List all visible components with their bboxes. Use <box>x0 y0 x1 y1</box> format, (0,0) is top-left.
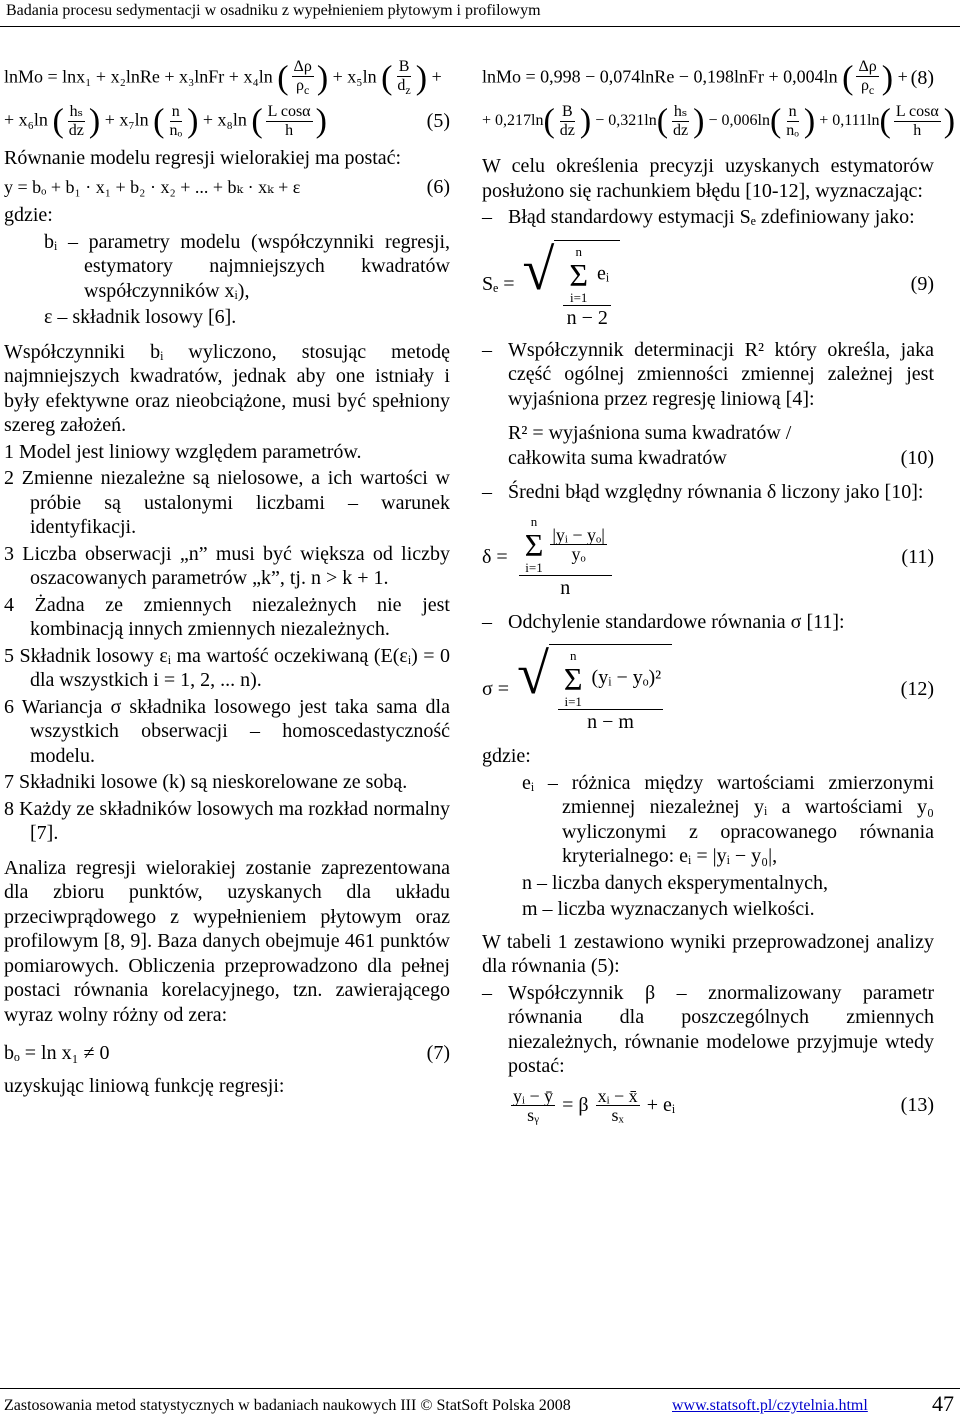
eq11-frac: n Σ i=1 $\frac{\text{|yᵢ − yₒ|}}{\text{yₒ}}$ n <box>519 515 612 600</box>
eq8-frac: $\frac{\text{L cosα}}{h}$ <box>895 103 939 139</box>
header-title: Badania procesu sedymentacji w osadniku z wypełnieniem płytowym i profilowym <box>6 2 541 19</box>
footer-link[interactable]: www.statsoft.pl/czytelnia.html <box>672 1397 868 1414</box>
list-item: 2 Zmienne niezależne są nielosowe, a ich wartości w próbie są ustalonymi liczbami – warunek identyfikacji. <box>4 467 450 538</box>
equation-10-expr: R² = wyjaśniona suma kwadratów / całkowita suma kwadratów <box>508 422 792 469</box>
bullet-item: – Średni błąd względny równania δ liczony jako [10]: <box>482 480 934 505</box>
eq5-part: + x₇ln <box>104 109 149 130</box>
eq9-lhs: Sₑ = <box>482 273 515 296</box>
equation-8-line-1: lnMo = 0,998 − 0,074lnRe − 0,198lnFr + 0,004ln ( $\frac{\Delta\rho}{\rho_c}$ ) + (8) <box>482 58 934 97</box>
gdzie-label: gdzie: <box>482 745 531 767</box>
eq8-part: + 0,111ln <box>819 112 880 130</box>
bullet-item: – Współczynnik β – znormalizowany parametr równania dla poszczególnych zmiennych niezależnych, równanie modelowe przyjmuje wtedy postać: <box>482 981 934 1077</box>
equation-8 <box>482 58 956 140</box>
eq8-part: + <box>897 66 908 87</box>
bullet-item: – Odchylenie standardowe równania σ [11]: <box>482 610 934 635</box>
paragraph: W celu określenia precyzji uzyskanych estymatorów posłużono się rachunkiem błędu [10-12], wyznaczając: <box>482 155 934 202</box>
sum-symbol: n Σ i=1 <box>563 648 583 709</box>
eq11-inner-frac: $\frac{\text{|yᵢ − yₒ|}}{\text{yₒ}}$ <box>552 525 605 564</box>
equation-6 <box>4 175 450 200</box>
list-item: 8 Każdy ze składników losowych ma rozkład normalny [7]. <box>4 797 450 844</box>
equation-number-6: (6) <box>426 175 450 198</box>
eq5-frac-lcos: $\frac{\text{L cosα}}{h}$ <box>267 103 311 139</box>
equation-number-11: (11) <box>901 545 934 568</box>
eq8-frac: $\frac{n}{\text{nₒ}}$ <box>786 103 799 139</box>
equation-10 <box>508 421 934 470</box>
eq13-frac-x: $\frac{\text{xᵢ − x̄}}{\text{sₓ}}$ <box>597 1085 638 1125</box>
equation-7-expr: bₒ = ln x₁ ≠ 0 <box>4 1042 110 1064</box>
bullet-text: Współczynnik β – znormalizowany parametr równania dla poszczególnych zmiennych niezależnych, równanie modelowe przyjmuje wtedy postać: <box>508 981 934 1077</box>
bullet-item: – Współczynnik determinacji R² który określa, jaka część ogólnej zmienności zmiennej zależnej jest wyjaśniona przez regresję liniową [4]: <box>482 338 934 410</box>
definition-bi: bᵢ – parametry modelu (współczynniki regresji, estymatory najmniejszych kwadratów współczynników xᵢ), <box>44 230 450 302</box>
eq9-frac: n Σ i=1 eᵢ n − 2 <box>563 245 611 330</box>
eq8-frac: $\frac{B}{dz}$ <box>559 103 575 139</box>
eq5-part: + x₆ln <box>4 109 48 130</box>
equation-13 <box>508 1087 934 1124</box>
paragraph: Analiza regresji wielorakiej zostanie zaprezentowana dla zbioru punktów, uzyskanych dla układu przeciwprądowego z wypełnieniem płytowym oraz profilowym [8, 9]. Baza danych obejmuje 461 punktów pomiarowych. Obliczenia przeprowadzono dla pełnej postaci równania korelacyjnego, tzn. zawierającego wyraz wolny różny od zera: <box>4 856 450 1026</box>
page-footer <box>0 1388 960 1421</box>
equation-11 <box>482 515 934 600</box>
assumptions-list <box>4 440 450 846</box>
sum-symbol: n Σ i=1 <box>524 513 544 575</box>
list-item: 6 Wariancja σ składnika losowego jest taka sama dla wszystkich obserwacji – homoscedastyczność modelu. <box>4 695 450 767</box>
list-item: 5 Składnik losowy εᵢ ma wartość oczekiwaną (E(εᵢ) = 0 dla wszystkich i = 1, 2, ... n). <box>4 644 450 691</box>
paragraph: Współczynniki bᵢ wyliczono, stosując metodę najmniejszych kwadratów, jednak aby one istniały i były efektywne oraz nieobciążone, musi być spełniony szereg założeń. <box>4 340 450 436</box>
eq8-part: lnMo = 0,998 − 0,074lnRe − 0,198lnFr + 0,004ln <box>482 66 838 87</box>
gdzie-label: gdzie: <box>4 204 53 226</box>
definition-epsilon: ε – składnik losowy [6]. <box>44 306 237 328</box>
eq5-part: + x₈ln <box>202 109 247 130</box>
equation-number-13: (13) <box>900 1093 934 1116</box>
equation-5-line-2: + x₆ln ( $\frac{\text{hₛ}}{dz}$ ) + x₇ln ( $\frac{n}{\text{nₒ}}$ ) + x₈ln ( $\frac{\text{L cosα}}{h}$ ) (5) <box>4 102 450 140</box>
bullet-text: Błąd standardowy estymacji Sₑ zdefiniowany jako: <box>508 206 915 228</box>
bullet-item: – Błąd standardowy estymacji Sₑ zdefiniowany jako: <box>482 205 934 230</box>
eq13-part: + eᵢ <box>646 1093 676 1116</box>
equation-9 <box>482 236 934 330</box>
footer-text: Zastosowania metod statystycznych w badaniach naukowych III © StatSoft Polska 2008 <box>4 1397 571 1414</box>
equation-number-5: (5) <box>426 110 450 133</box>
eq12-lhs: σ = <box>482 677 510 700</box>
running-header <box>0 0 960 27</box>
eq5-part: lnMo = lnx₁ + x₂lnRe + x₃lnFr + x₄ln <box>4 66 273 87</box>
paragraph: uzyskując liniową funkcję regresji: <box>4 1074 285 1097</box>
list-item: 7 Składniki losowe (k) są nieskorelowane ze sobą. <box>4 771 408 793</box>
eq5-frac-n: $\frac{n}{\text{nₒ}}$ <box>169 103 183 139</box>
equation-5-line-1: lnMo = lnx₁ + x₂lnRe + x₃lnFr + x₄ln ( $\frac{\Delta\rho}{\rho_c}$ ) + x₅ln ( $\frac{B}{d_z}$ ) + <box>4 58 442 97</box>
equation-8-line-2: + 0,217ln( $\frac{B}{dz}$ ) − 0,321ln( $\frac{\text{hₛ}}{dz}$ ) − 0,006ln( $\frac{n}{\text{nₒ}}$ ) + 0,111ln( $\frac{\text{L cosα}}{h}$ ) <box>482 102 956 140</box>
eq12-frac: n Σ i=1 (yᵢ − yₒ)² n − m <box>558 649 663 734</box>
definition-n: n – liczba danych eksperymentalnych, <box>522 871 828 894</box>
eq8-part: + 0,217ln <box>482 112 544 130</box>
sqrt: √ n Σ i=1 eᵢ n − 2 <box>523 240 621 330</box>
equation-5 <box>4 58 450 140</box>
right-column <box>482 52 956 1125</box>
equation-number-9: (9) <box>910 273 934 296</box>
eq13-part: = β <box>562 1093 589 1116</box>
eq8-frac-drho: $\frac{\Delta\rho}{\rho_c}$ <box>858 58 877 97</box>
equation-6-expr: y = bₒ + b₁ · x₁ + b₂ · x₂ + ... + bₖ · xₖ + ε <box>4 176 301 197</box>
definition-e: eᵢ – różnica między wartościami zmierzonymi zmiennej niezależnej yᵢ a wartościami y₀ wyliczonymi z opracowanego równania kryterialnego: eᵢ = |yᵢ − y₀|, <box>522 771 934 867</box>
bullet-text: Średni błąd względny równania δ liczony jako [10]: <box>508 481 924 503</box>
eq8-part: − 0,006ln <box>708 112 770 130</box>
list-item: 3 Liczba obserwacji „n” musi być większa od liczby oszacowanych parametrów „k”, tj. n > k + 1. <box>4 542 450 589</box>
bullet-text: Odchylenie standardowe równania σ [11]: <box>508 610 845 633</box>
equation-12 <box>482 641 934 734</box>
paragraph: Równanie modelu regresji wielorakiej ma postać: <box>4 147 402 169</box>
eq8-frac: $\frac{\text{hₛ}}{dz}$ <box>673 103 689 139</box>
equation-number-12: (12) <box>900 677 934 700</box>
left-column <box>4 52 450 1100</box>
eq5-frac-drho: $\frac{\Delta\rho}{\rho_c}$ <box>293 58 312 97</box>
eq11-lhs: δ = <box>482 545 508 568</box>
sum-symbol: n Σ i=1 <box>569 243 588 305</box>
page-number: 47 <box>932 1391 954 1416</box>
eq5-part: + x₅ln <box>332 66 377 87</box>
equation-7 <box>4 1041 450 1066</box>
sqrt: √ n Σ i=1 (yᵢ − yₒ)² n − m <box>517 644 672 734</box>
paragraph: W tabeli 1 zestawiono wyniki przeprowadzonej analizy dla równania (5): <box>482 930 934 977</box>
equation-number-7: (7) <box>426 1042 450 1064</box>
bullet-text: Współczynnik determinacji R² który określa, jaka część ogólnej zmienności zmiennej zależnej jest wyjaśniona przez regresję liniową [4]: <box>508 338 934 410</box>
eq8-part: − 0,321ln <box>595 112 657 130</box>
equation-number-8: (8) <box>910 67 934 90</box>
list-item: 1 Model jest liniowy względem parametrów. <box>4 440 362 463</box>
eq5-frac-b: $\frac{B}{d_z}$ <box>397 58 411 97</box>
eq5-frac-hs: $\frac{\text{hₛ}}{dz}$ <box>68 103 84 139</box>
equation-number-10: (10) <box>900 446 934 469</box>
list-item: 4 Żadna ze zmiennych niezależnych nie jest kombinacją innych zmiennych niezależnych. <box>4 593 450 640</box>
definition-m: m – liczba wyznaczanych wielkości. <box>522 898 815 920</box>
eq13-frac-y: $\frac{\text{yᵢ − ȳ}}{\text{sᵧ}}$ <box>513 1085 554 1125</box>
